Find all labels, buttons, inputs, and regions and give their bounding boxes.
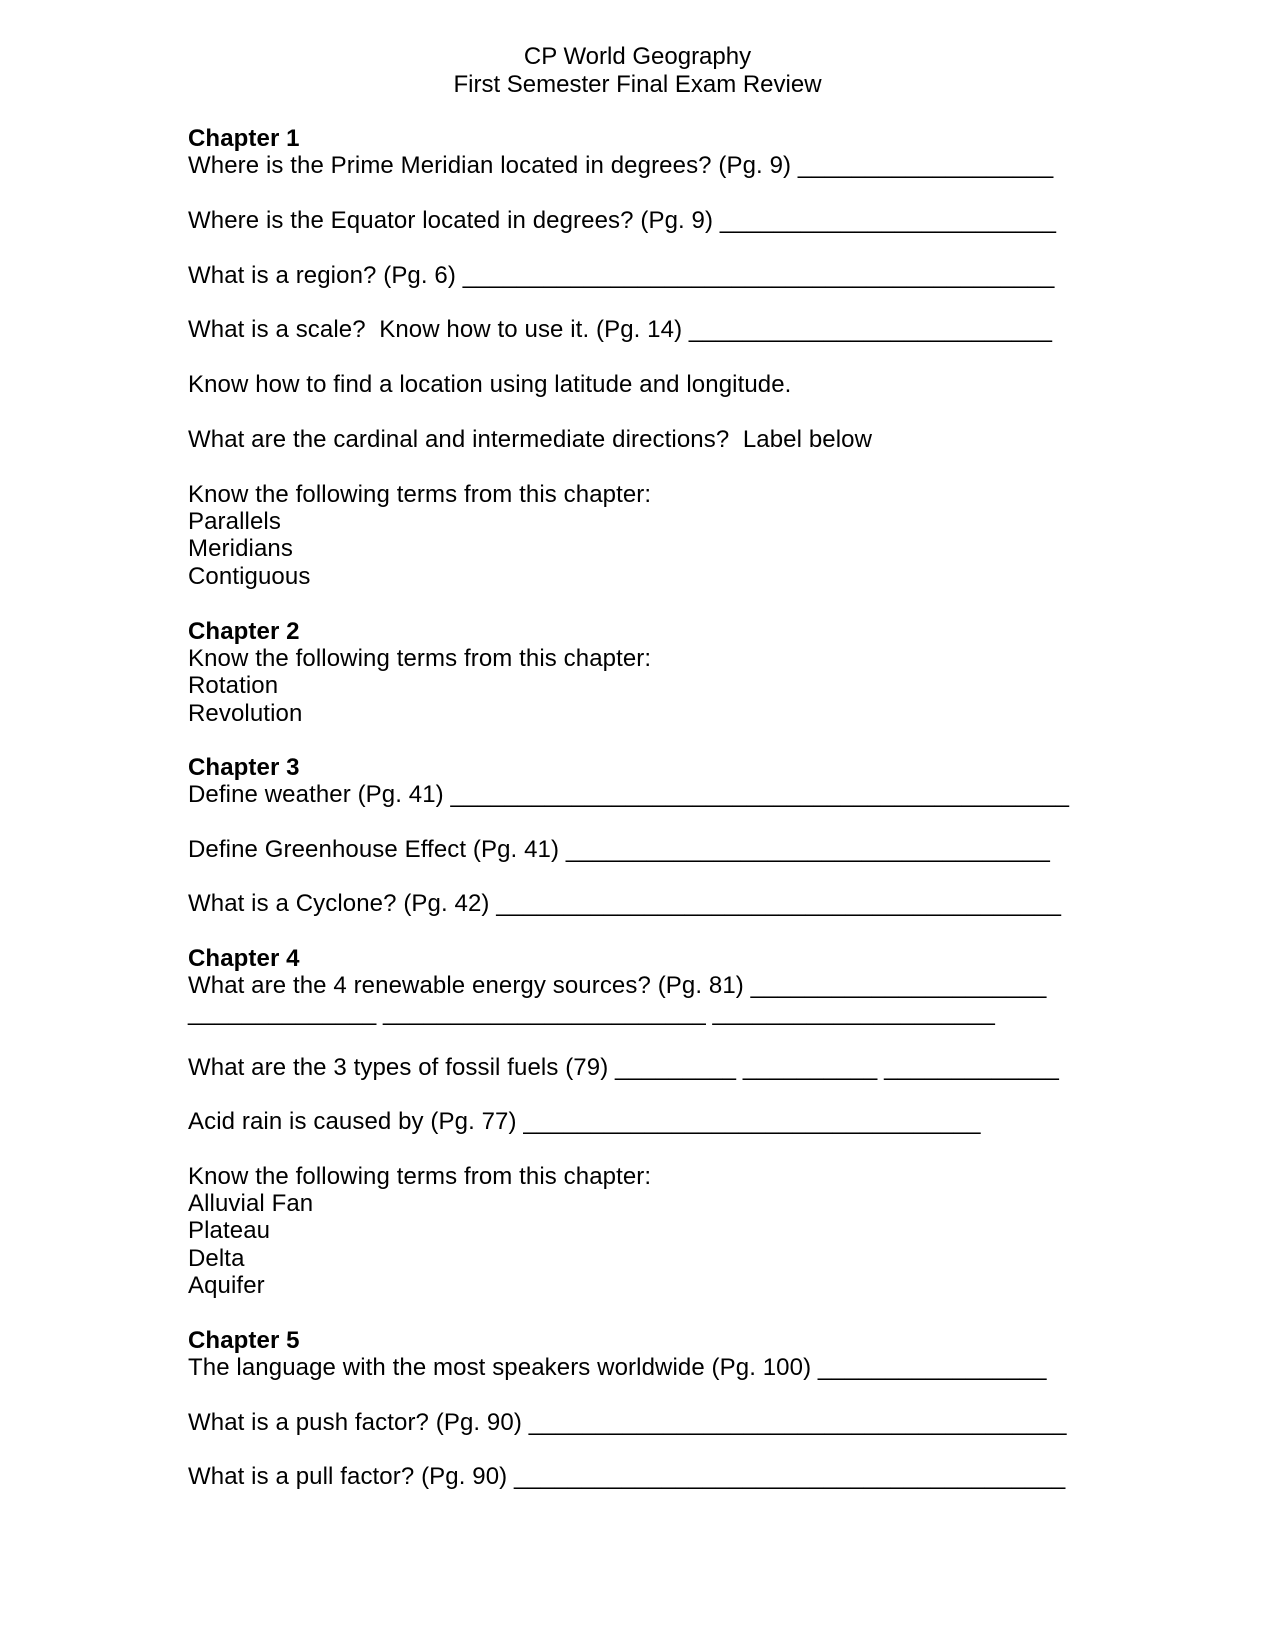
- term-item: Revolution: [188, 700, 303, 727]
- question-weather: Define weather (Pg. 41) ______________________________________________: [188, 781, 1070, 808]
- question-scale: What is a scale? Know how to use it. (Pg. 14) ___________________________: [188, 316, 1053, 343]
- term-item: Delta: [188, 1245, 245, 1272]
- question-pull-factor: What is a pull factor? (Pg. 90) _________________________________________: [188, 1463, 1066, 1490]
- course-title: CP World Geography: [523, 43, 752, 70]
- question-prime-meridian: Where is the Prime Meridian located in degrees? (Pg. 9) ___________________: [188, 152, 1054, 179]
- question-directions: What are the cardinal and intermediate directions? Label below: [188, 426, 873, 453]
- chapter-3-heading: Chapter 3: [188, 754, 300, 781]
- question-equator: Where is the Equator located in degrees? (Pg. 9) _________________________: [188, 207, 1057, 234]
- term-item: Rotation: [188, 672, 279, 699]
- terms-intro: Know the following terms from this chapter:: [188, 481, 652, 508]
- question-acid-rain: Acid rain is caused by (Pg. 77) __________________________________: [188, 1108, 981, 1135]
- term-item: Plateau: [188, 1217, 271, 1244]
- chapter-2-heading: Chapter 2: [188, 618, 300, 645]
- terms-intro: Know the following terms from this chapter:: [188, 1163, 652, 1190]
- question-push-factor: What is a push factor? (Pg. 90) ________________________________________: [188, 1409, 1067, 1436]
- question-greenhouse-effect: Define Greenhouse Effect (Pg. 41) ____________________________________: [188, 836, 1050, 863]
- question-renewable-energy: What are the 4 renewable energy sources? (Pg. 81) ______________________: [188, 972, 1047, 999]
- question-most-spoken-language: The language with the most speakers worldwide (Pg. 100) _________________: [188, 1354, 1047, 1381]
- chapter-5-heading: Chapter 5: [188, 1327, 300, 1354]
- question-cyclone: What is a Cyclone? (Pg. 42) __________________________________________: [188, 890, 1062, 917]
- answer-blanks: ______________ ________________________ _____________________: [188, 999, 995, 1026]
- question-region: What is a region? (Pg. 6) ____________________________________________: [188, 262, 1055, 289]
- term-item: Aquifer: [188, 1272, 265, 1299]
- document-subtitle: First Semester Final Exam Review: [453, 71, 822, 98]
- chapter-4-heading: Chapter 4: [188, 945, 300, 972]
- term-item: Parallels: [188, 508, 281, 535]
- term-item: Contiguous: [188, 563, 311, 590]
- terms-intro: Know the following terms from this chapter:: [188, 645, 652, 672]
- term-item: Meridians: [188, 535, 293, 562]
- question-fossil-fuels: What are the 3 types of fossil fuels (79) _________ __________ _____________: [188, 1054, 1059, 1081]
- term-item: Alluvial Fan: [188, 1190, 314, 1217]
- instruction-latitude-longitude: Know how to find a location using latitude and longitude.: [188, 371, 792, 398]
- chapter-1-heading: Chapter 1: [188, 125, 300, 152]
